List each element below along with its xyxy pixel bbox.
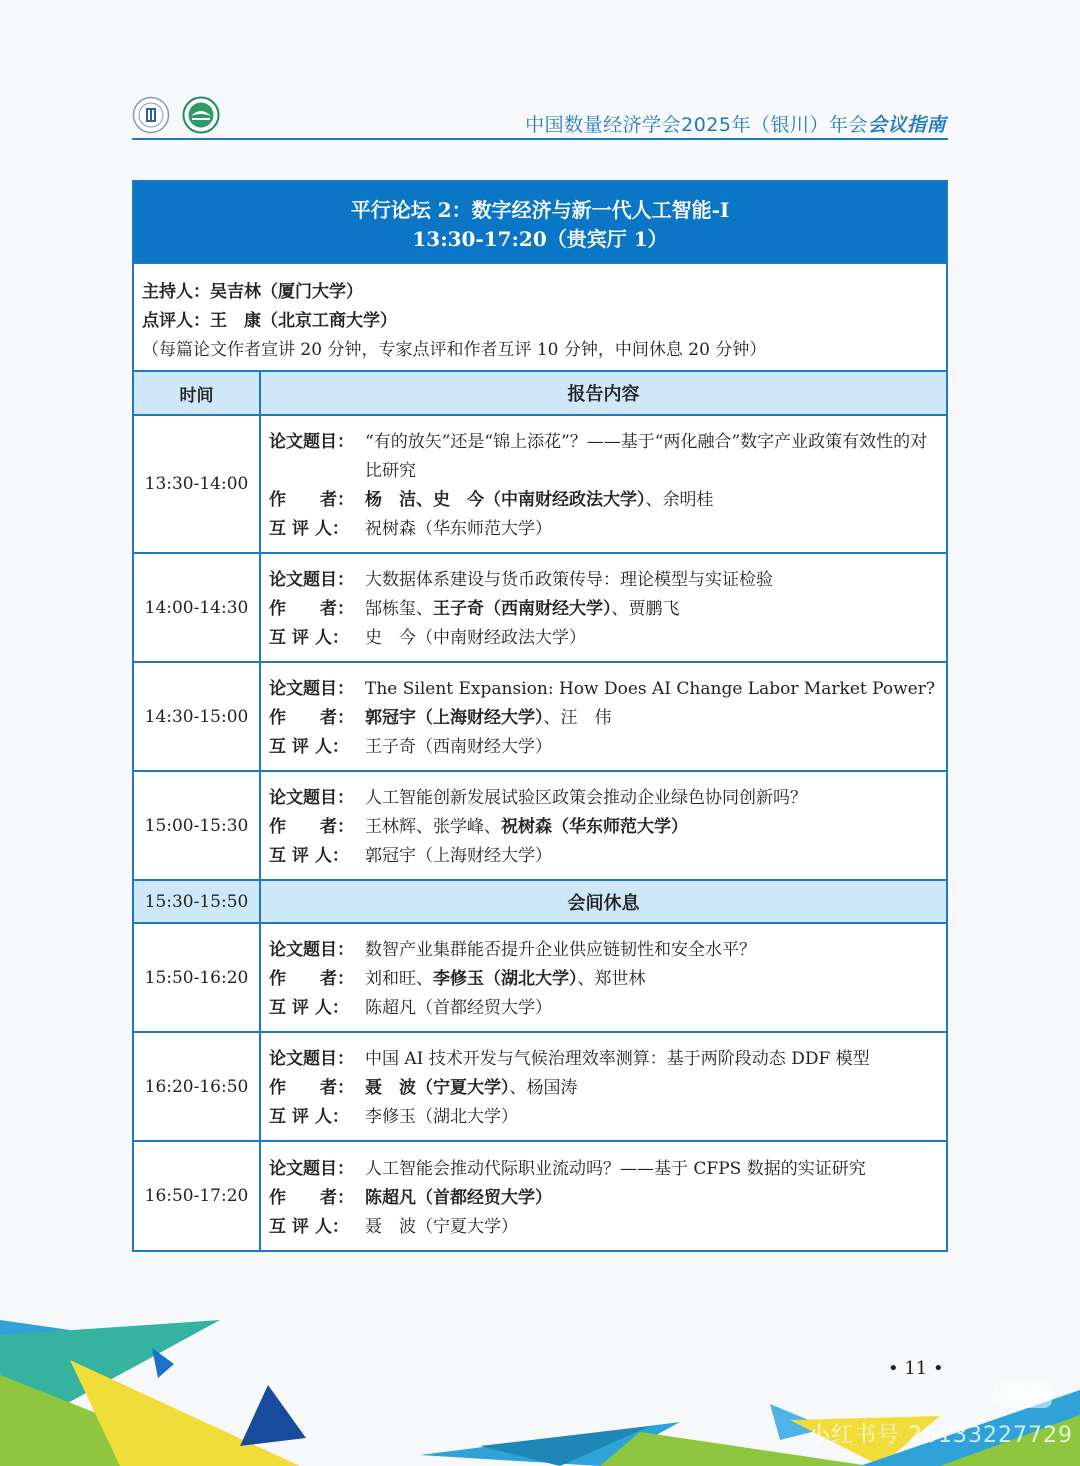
- session-time: 14:00-14:30: [134, 553, 260, 662]
- peer-reviewer: 聂 波（宁夏大学）: [365, 1216, 518, 1237]
- author-line: [269, 486, 940, 515]
- author-line: [269, 704, 940, 733]
- author-line: [269, 813, 940, 842]
- author-line: [269, 1074, 940, 1103]
- peer-reviewer: 陈超凡（首都经贸大学）: [365, 998, 552, 1018]
- header-title-guide: 会议指南: [867, 114, 946, 136]
- authors: [365, 965, 940, 994]
- peer-line: [269, 1103, 940, 1132]
- table-row: [134, 923, 946, 1032]
- session-content: [260, 1141, 946, 1250]
- author-line: [269, 595, 940, 624]
- session-content: [260, 662, 946, 771]
- presenting-authors: 聂 波（宁夏大学）: [365, 1078, 510, 1098]
- paper-title-line: [269, 428, 940, 486]
- presenting-authors: 祝树森（华东师范大学）: [501, 817, 688, 837]
- page-number: • 11 •: [888, 1358, 944, 1379]
- authors: [365, 1184, 940, 1213]
- forum-header: [134, 182, 946, 262]
- peer-reviewer: 郭冠宇（上海财经大学）: [365, 846, 552, 866]
- session-time: 13:30-14:00: [134, 415, 260, 553]
- reviewer-line: [142, 307, 938, 336]
- table-row: [134, 1032, 946, 1141]
- session-content: [260, 1032, 946, 1141]
- session-time: 15:50-16:20: [134, 923, 260, 1032]
- header-title-text: 中国数量经济学会2025年（银川）年会: [525, 114, 868, 136]
- paper-title: 数智产业集群能否提升企业供应链韧性和安全水平？: [365, 940, 756, 960]
- forum-schedule: [132, 180, 948, 1252]
- paper-title: 中国 AI 技术开发与气候治理效率测算：基于两阶段动态 DDF 模型: [365, 1049, 870, 1069]
- paper-title-label: 论文题目：: [269, 1158, 354, 1179]
- author-label: 作 者：: [269, 1078, 354, 1098]
- page-header: [132, 92, 948, 140]
- schedule-table: [134, 370, 946, 1250]
- table-row: [134, 553, 946, 662]
- paper-title-label: 论文题目：: [269, 679, 354, 699]
- author-line: [269, 965, 940, 994]
- peer-reviewer: 王子奇（西南财经大学）: [365, 737, 552, 757]
- authors: [365, 813, 940, 842]
- break-time: 15:30-15:50: [134, 880, 260, 923]
- peer-label: 互 评 人：: [269, 737, 349, 757]
- session-content: [260, 771, 946, 880]
- reviewer-label: 点评人：: [142, 311, 210, 331]
- presenting-authors: 陈超凡（首都经贸大学）: [365, 1187, 552, 1208]
- paper-title-line: [269, 1155, 940, 1184]
- peer-label: 互 评 人：: [269, 1107, 349, 1127]
- co-authors: 、贾鹏飞: [611, 599, 680, 619]
- conference-guide-title: [525, 110, 946, 137]
- co-authors-before: 王林辉、张学峰、: [365, 817, 501, 837]
- paper-title-line: [269, 784, 940, 813]
- authors: [365, 1074, 940, 1103]
- paper-title-label: 论文题目：: [269, 788, 354, 808]
- host-name: 吴吉林（厦门大学）: [210, 282, 363, 302]
- peer-label: 互 评 人：: [269, 519, 349, 539]
- paper-title-line: [269, 1045, 940, 1074]
- university-seal-icon: [132, 96, 170, 134]
- watermark: 小红书号 26133227729: [808, 1423, 1073, 1448]
- session-content: [260, 553, 946, 662]
- author-label: 作 者：: [269, 708, 354, 728]
- society-logo-icon: [182, 96, 220, 134]
- authors: [365, 595, 940, 624]
- peer-label: 互 评 人：: [269, 846, 349, 866]
- authors: [365, 704, 940, 733]
- co-authors: 、郑世林: [577, 969, 646, 989]
- table-row: [134, 662, 946, 771]
- reviewer-name: 王 康（北京工商大学）: [210, 311, 397, 331]
- presenting-authors: 王子奇（西南财经大学）: [433, 599, 612, 619]
- forum-time-room: 13:30-17:20（贵宾厅 1）: [412, 227, 668, 251]
- forum-info: [134, 262, 946, 370]
- column-header-time: 时间: [134, 371, 260, 415]
- presenting-authors: 郭冠宇（上海财经大学）: [365, 708, 544, 728]
- co-authors: 、汪 伟: [543, 708, 612, 728]
- peer-reviewer: 史 今（中南财经政法大学）: [365, 628, 586, 648]
- forum-title: 平行论坛 2：数字经济与新一代人工智能-I: [350, 198, 730, 222]
- paper-title: 人工智能会推动代际职业流动吗？——基于 CFPS 数据的实证研究: [365, 1158, 866, 1179]
- authors: [365, 486, 940, 515]
- host-line: [142, 278, 938, 307]
- host-label: 主持人：: [142, 282, 210, 302]
- presenting-authors: 李修玉（湖北大学）: [433, 969, 578, 989]
- co-authors-before: 刘和旺、: [365, 969, 433, 989]
- co-authors: 、杨国涛: [509, 1078, 578, 1098]
- table-row: [134, 771, 946, 880]
- paper-title: 人工智能创新发展试验区政策会推动企业绿色协同创新吗？: [365, 788, 807, 808]
- paper-title-label: 论文题目：: [269, 1049, 354, 1069]
- peer-line: [269, 733, 940, 762]
- session-content: [260, 923, 946, 1032]
- paper-title: “有的放矢”还是“锦上添花”？——基于“两化融合”数字产业政策有效性的对比研究: [365, 432, 928, 481]
- session-time: 16:50-17:20: [134, 1141, 260, 1250]
- column-header-content: 报告内容: [260, 371, 946, 415]
- peer-label: 互 评 人：: [269, 628, 349, 648]
- peer-reviewer: 李修玉（湖北大学）: [365, 1107, 518, 1127]
- peer-label: 互 评 人：: [269, 1216, 349, 1237]
- co-authors: 、余明桂: [645, 490, 714, 510]
- paper-title: The Silent Expansion: How Does AI Change Labor Market Power?: [365, 679, 935, 699]
- presenting-authors: 杨 洁、史 今（中南财经政法大学）: [365, 490, 646, 510]
- peer-line: [269, 842, 940, 871]
- paper-title: 大数据体系建设与货币政策传导：理论模型与实证检验: [365, 570, 773, 590]
- table-header-row: [134, 371, 946, 415]
- author-label: 作 者：: [269, 1187, 354, 1208]
- table-row: [134, 415, 946, 553]
- peer-line: [269, 1213, 940, 1242]
- paper-title-line: [269, 675, 940, 704]
- author-line: [269, 1184, 940, 1213]
- author-label: 作 者：: [269, 490, 354, 510]
- peer-label: 互 评 人：: [269, 998, 349, 1018]
- author-label: 作 者：: [269, 599, 354, 619]
- peer-reviewer: 祝树森（华东师范大学）: [365, 519, 552, 539]
- session-time: 14:30-15:00: [134, 662, 260, 771]
- peer-line: [269, 624, 940, 653]
- paper-title-line: [269, 566, 940, 595]
- author-label: 作 者：: [269, 817, 354, 837]
- break-row: [134, 880, 946, 923]
- author-label: 作 者：: [269, 969, 354, 989]
- session-content: [260, 415, 946, 553]
- session-time: 16:20-16:50: [134, 1032, 260, 1141]
- co-authors-before: 郜栋玺、: [365, 599, 433, 619]
- watermark-badge: 小红书: [994, 1382, 1052, 1408]
- paper-title-label: 论文题目：: [269, 432, 354, 452]
- peer-line: [269, 994, 940, 1023]
- break-label: 会间休息: [260, 880, 946, 923]
- paper-title-label: 论文题目：: [269, 940, 354, 960]
- peer-line: [269, 515, 940, 544]
- session-time: 15:00-15:30: [134, 771, 260, 880]
- forum-note: （每篇论文作者宣讲 20 分钟，专家点评和作者互评 10 分钟，中间休息 20 分钟）: [142, 340, 767, 360]
- paper-title-label: 论文题目：: [269, 570, 354, 590]
- paper-title-line: [269, 936, 940, 965]
- table-row: [134, 1141, 946, 1250]
